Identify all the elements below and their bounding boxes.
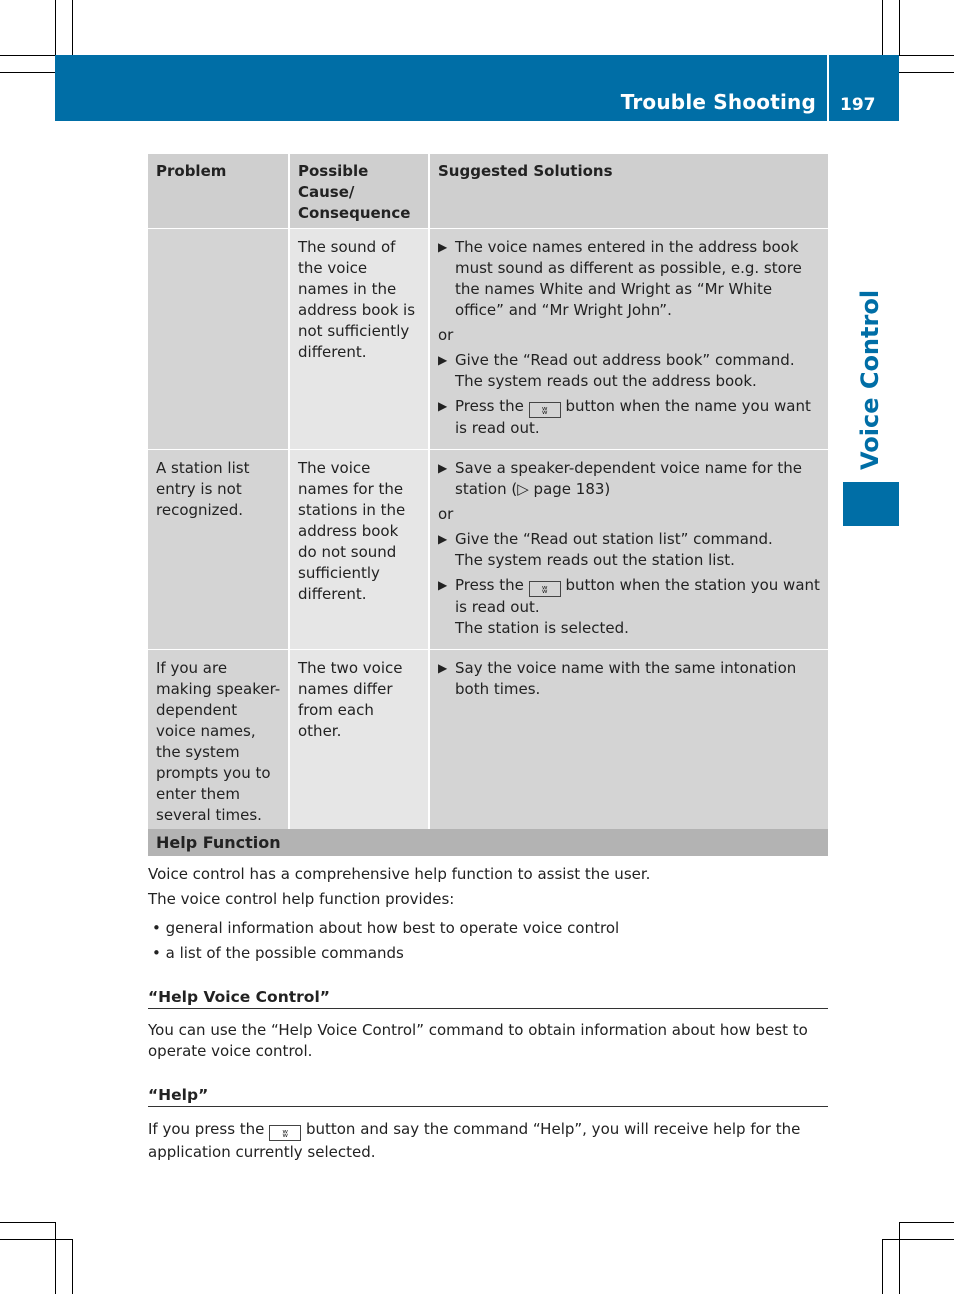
help-voice-control-text: You can use the “Help Voice Control” command to obtain information about how best to operate voice control. (148, 1021, 808, 1060)
crop-mark (899, 0, 900, 55)
crop-mark (899, 55, 954, 56)
step-text: Press the (455, 576, 524, 594)
crop-mark (55, 1222, 56, 1294)
side-tab-marker (843, 482, 899, 526)
problem-cell: A station list entry is not recognized. (148, 450, 289, 650)
problem-cell: If you are making speaker-dependent voice names, the system prompts you to enter them several times. (148, 650, 289, 831)
cause-cell: The sound of the voice names in the address book is not sufficiently different. (289, 229, 429, 450)
voice-control-button-icon: ʬ (529, 402, 561, 418)
crop-mark (0, 72, 55, 73)
solution-cell (429, 450, 828, 650)
section-heading-bar (148, 829, 828, 856)
step-text: button when the station you want is read out. (455, 576, 820, 616)
crop-mark (899, 72, 954, 73)
voice-control-button-icon: ʬ (269, 1125, 301, 1141)
voice-control-button-icon: ʬ (529, 581, 561, 597)
trouble-table (148, 154, 828, 830)
subheading-help-voice-control: “Help Voice Control” (148, 988, 828, 1009)
list-item-text: general information about how best to operate voice control (165, 919, 620, 937)
side-label-text: Voice Control (856, 289, 884, 470)
header-solutions: Suggested Solutions (429, 154, 828, 229)
play-arrow-icon: ▶ (438, 240, 448, 254)
step-note: The station is selected. (455, 619, 629, 637)
crop-mark (899, 1222, 900, 1294)
step-text: Give the “Read out address book” command. (455, 351, 795, 369)
solution-step (438, 458, 821, 500)
play-arrow-icon: ▶ (438, 353, 448, 367)
header-title: Trouble Shooting (620, 90, 816, 114)
play-arrow-icon: ▶ (438, 399, 448, 413)
list-item: • general information about how best to operate voice control (152, 919, 620, 937)
crop-mark (0, 55, 55, 56)
crop-mark (882, 1239, 954, 1240)
side-label (842, 289, 900, 470)
table-row (148, 450, 828, 650)
step-text: Give the “Read out station list” command. (455, 530, 773, 548)
subheading-help: “Help” (148, 1086, 828, 1107)
header-divider (827, 55, 829, 121)
step-text: Say the voice name with the same intonation both times. (455, 659, 797, 698)
crop-mark (899, 1222, 954, 1223)
step-text: The voice names entered in the address book must sound as different as possible, e.g. store the names White and Wright as “Mr White office” and “Mr Wright John”. (455, 238, 802, 319)
crop-mark (55, 0, 56, 55)
header-problem: Problem (148, 154, 289, 229)
crop-mark (0, 1222, 55, 1223)
solution-step (438, 529, 821, 571)
problem-cell (148, 229, 289, 450)
solution-step (438, 237, 821, 321)
solution-step (438, 658, 821, 700)
help-provides: The voice control help function provides: (148, 890, 455, 908)
step-text: Save a speaker-dependent voice name for the station (▷ page 183) (455, 459, 802, 498)
list-item-text: a list of the possible commands (165, 944, 404, 962)
help-text (148, 1118, 828, 1164)
help-text-a: If you press the (148, 1120, 265, 1138)
solution-cell (429, 650, 828, 831)
help-text-b: button and say the command “Help”, you will receive help for the application currently selected. (148, 1120, 801, 1161)
solution-step (438, 396, 821, 439)
step-text: button when the name you want is read out. (455, 397, 811, 437)
solution-step (438, 350, 821, 392)
table-row (148, 229, 828, 450)
play-arrow-icon: ▶ (438, 532, 448, 546)
help-intro: Voice control has a comprehensive help function to assist the user. (148, 865, 651, 883)
or-separator: or (438, 505, 454, 523)
play-arrow-icon: ▶ (438, 578, 448, 592)
or-separator: or (438, 326, 454, 344)
crop-mark (72, 0, 73, 55)
solution-step (438, 575, 821, 639)
step-text: Press the (455, 397, 524, 415)
crop-mark (882, 0, 883, 55)
crop-mark (72, 1239, 73, 1294)
play-arrow-icon: ▶ (438, 661, 448, 675)
crop-mark (0, 1239, 72, 1240)
header-cause: Possible Cause/ Consequence (289, 154, 429, 229)
cause-cell: The voice names for the stations in the address book do not sound sufficiently different. (289, 450, 429, 650)
step-note: The system reads out the station list. (455, 551, 735, 569)
solution-cell (429, 229, 828, 450)
step-note: The system reads out the address book. (455, 372, 757, 390)
page-number: 197 (840, 95, 876, 115)
play-arrow-icon: ▶ (438, 461, 448, 475)
list-item: • a list of the possible commands (152, 944, 404, 962)
table-header-row (148, 154, 828, 229)
crop-mark (882, 1239, 883, 1294)
section-heading: Help Function (156, 833, 281, 852)
table-row (148, 650, 828, 831)
cause-cell: The two voice names differ from each other. (289, 650, 429, 831)
